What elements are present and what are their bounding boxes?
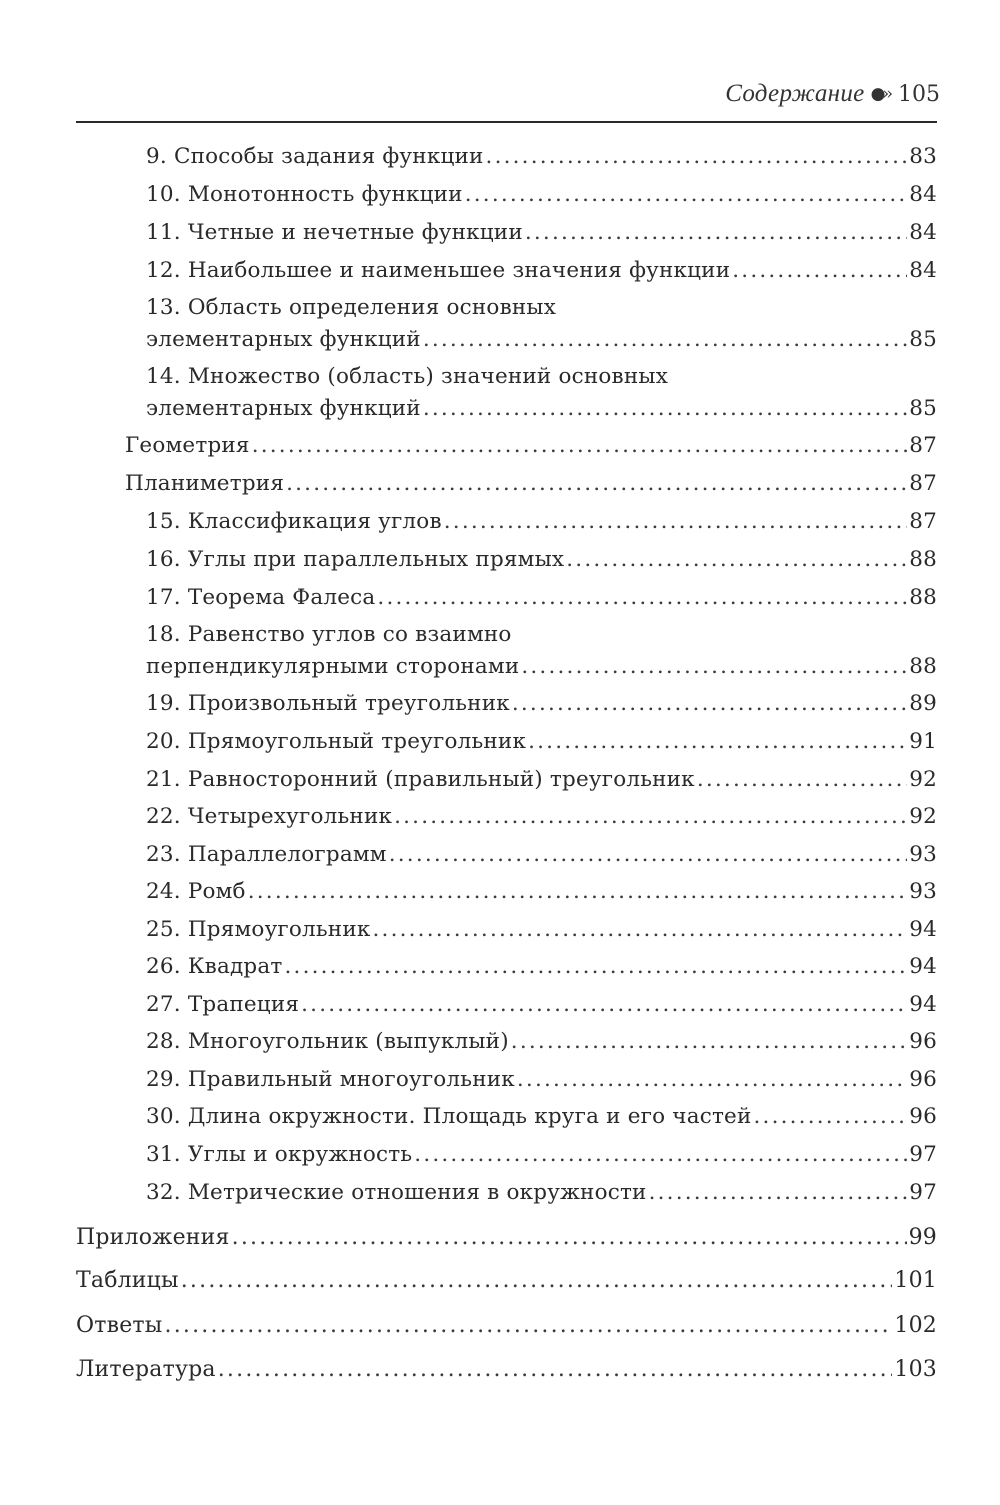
- dot-leader: [373, 915, 908, 945]
- dot-leader: [511, 1027, 907, 1057]
- toc-entry-label-continued: элементарных функций: [146, 327, 421, 352]
- toc-entry-31[interactable]: [146, 1140, 937, 1170]
- dot-leader: [444, 507, 907, 537]
- toc-entry-label: 17. Теорема Фалеса: [146, 585, 376, 610]
- dot-leader: [252, 431, 908, 461]
- page-number: 105: [898, 82, 940, 107]
- toc-entry-page: 84: [909, 258, 937, 283]
- toc-entry-label: 20. Прямоугольный треугольник: [146, 729, 527, 754]
- toc-entry-page: 87: [909, 471, 937, 496]
- toc-entry-tables[interactable]: [76, 1266, 937, 1296]
- toc-entry-label: 24. Ромб: [146, 879, 246, 904]
- dot-leader: [248, 877, 908, 907]
- toc-entry-label: 18. Равенство углов со взаимно: [146, 622, 512, 647]
- toc-entry-label: 14. Множество (область) значений основных: [146, 364, 669, 389]
- toc-entry-16[interactable]: [146, 545, 937, 575]
- toc-entry-page: 97: [909, 1180, 937, 1205]
- dot-leader: [649, 1178, 908, 1208]
- toc-entry-17[interactable]: [146, 583, 937, 613]
- toc-entry-label: 10. Монотонность функции: [146, 182, 463, 207]
- dot-leader: [301, 990, 907, 1020]
- toc-entry-label: 15. Классификация углов: [146, 509, 442, 534]
- toc-entry-label: 13. Область определения основных: [146, 295, 557, 320]
- toc-entry-page: 94: [909, 917, 937, 942]
- toc-entry-13-line-1[interactable]: [146, 293, 937, 323]
- toc-entry-label: Геометрия: [125, 433, 250, 458]
- toc-entry-planimetry[interactable]: [125, 469, 937, 499]
- toc-entry-18-line-2[interactable]: [146, 652, 937, 682]
- toc-entry-page: 87: [909, 433, 937, 458]
- toc-entry-page: 94: [909, 954, 937, 979]
- toc-entry-page: 99: [908, 1225, 937, 1250]
- toc-entry-19[interactable]: [146, 689, 937, 719]
- toc-entry-geometry[interactable]: [125, 431, 937, 461]
- toc-entry-page: 102: [894, 1313, 937, 1338]
- toc-entry-page: 89: [909, 691, 937, 716]
- toc-entry-page: 87: [909, 509, 937, 534]
- dot-leader: [181, 1266, 893, 1296]
- toc-entry-label: 12. Наибольшее и наименьшее значения функции: [146, 258, 731, 283]
- toc-entry-page: 85: [909, 396, 937, 421]
- toc-entry-12[interactable]: [146, 256, 937, 286]
- dot-leader: [218, 1355, 893, 1385]
- dot-leader: [232, 1223, 907, 1253]
- toc-entry-page: 88: [909, 654, 937, 679]
- toc-entry-label: 31. Углы и окружность: [146, 1142, 413, 1167]
- toc-entry-label: 28. Многоугольник (выпуклый): [146, 1029, 509, 1054]
- toc-entry-label: Таблицы: [76, 1268, 179, 1293]
- dot-leader: [566, 545, 907, 575]
- toc-entry-label: Приложения: [76, 1225, 230, 1250]
- toc-entry-label: 19. Произвольный треугольник: [146, 691, 510, 716]
- toc-entry-page: 85: [909, 327, 937, 352]
- toc-entry-30[interactable]: [146, 1102, 937, 1132]
- dot-leader: [732, 256, 907, 286]
- toc-entry-label: 23. Параллелограмм: [146, 842, 387, 867]
- toc-entry-page: 88: [909, 585, 937, 610]
- toc-entry-14-line-1[interactable]: [146, 362, 937, 392]
- toc-entry-20[interactable]: [146, 727, 937, 757]
- toc-entry-label: 27. Трапеция: [146, 992, 300, 1017]
- dot-leader: [285, 952, 908, 982]
- toc-entry-literature[interactable]: [76, 1355, 937, 1385]
- header-ornament-icon: ●››: [870, 84, 890, 104]
- dot-leader: [423, 394, 907, 424]
- toc-entry-21[interactable]: [146, 765, 937, 795]
- toc-entry-26[interactable]: [146, 952, 937, 982]
- dot-leader: [512, 689, 907, 719]
- toc-entry-10[interactable]: [146, 180, 937, 210]
- toc-entry-label-continued: элементарных функций: [146, 396, 421, 421]
- toc-entry-27[interactable]: [146, 990, 937, 1020]
- toc-entry-15[interactable]: [146, 507, 937, 537]
- toc-entry-label: 29. Правильный многоугольник: [146, 1067, 515, 1092]
- toc-entry-label: Планиметрия: [125, 471, 285, 496]
- toc-entry-18-line-1[interactable]: [146, 620, 937, 650]
- dot-leader: [465, 180, 908, 210]
- dot-leader: [486, 142, 908, 172]
- toc-entry-32[interactable]: [146, 1178, 937, 1208]
- dot-leader: [389, 840, 908, 870]
- toc-entry-page: 103: [894, 1357, 937, 1382]
- toc-entry-28[interactable]: [146, 1027, 937, 1057]
- dot-leader: [528, 727, 907, 757]
- dot-leader: [165, 1311, 893, 1341]
- dot-leader: [394, 802, 907, 832]
- toc-entry-page: 93: [909, 879, 937, 904]
- toc-entry-label: Ответы: [76, 1313, 163, 1338]
- toc-entry-page: 92: [909, 767, 937, 792]
- toc-entry-page: 83: [909, 144, 937, 169]
- toc-entry-11[interactable]: [146, 218, 937, 248]
- toc-entry-page: 84: [909, 182, 937, 207]
- toc-entry-label-continued: перпендикулярными сторонами: [146, 654, 520, 679]
- toc-entry-9[interactable]: [146, 142, 937, 172]
- dot-leader: [286, 469, 907, 499]
- toc-entry-label: 22. Четырехугольник: [146, 804, 393, 829]
- toc-entry-page: 92: [909, 804, 937, 829]
- dot-leader: [423, 325, 907, 355]
- toc-entry-label: 30. Длина окружности. Площадь круга и его частей: [146, 1104, 752, 1129]
- toc-entry-13-line-2[interactable]: [146, 325, 937, 355]
- dot-leader: [377, 583, 907, 613]
- toc-entry-answers[interactable]: [76, 1311, 937, 1341]
- toc-entry-label: 25. Прямоугольник: [146, 917, 371, 942]
- toc-entry-25[interactable]: [146, 915, 937, 945]
- toc-entry-23[interactable]: [146, 840, 937, 870]
- toc-entry-label: Литература: [76, 1357, 216, 1382]
- toc-entry-page: 84: [909, 220, 937, 245]
- toc-entry-29[interactable]: [146, 1065, 937, 1095]
- toc-entry-label: 16. Углы при параллельных прямых: [146, 547, 565, 572]
- toc-entry-label: 11. Четные и нечетные функции: [146, 220, 523, 245]
- toc-entry-page: 97: [909, 1142, 937, 1167]
- dot-leader: [414, 1140, 907, 1170]
- toc-entry-22[interactable]: [146, 802, 937, 832]
- toc-entry-page: 88: [909, 547, 937, 572]
- dot-leader: [754, 1102, 908, 1132]
- toc-entry-label: 9. Способы задания функции: [146, 144, 484, 169]
- toc-entry-page: 93: [909, 842, 937, 867]
- toc-entry-page: 96: [909, 1104, 937, 1129]
- toc-entry-page: 91: [909, 729, 937, 754]
- dot-leader: [517, 1065, 907, 1095]
- toc-entry-label: 26. Квадрат: [146, 954, 283, 979]
- dot-leader: [697, 765, 907, 795]
- toc-entry-page: 94: [909, 992, 937, 1017]
- dot-leader: [525, 218, 907, 248]
- running-header-title: Содержание: [725, 80, 865, 107]
- toc-entry-14-line-2[interactable]: [146, 394, 937, 424]
- toc-entry-appendices[interactable]: [76, 1223, 937, 1253]
- toc-entry-label: 21. Равносторонний (правильный) треугольник: [146, 767, 695, 792]
- toc-entry-page: 101: [894, 1268, 937, 1293]
- toc-entry-label: 32. Метрические отношения в окружности: [146, 1180, 647, 1205]
- toc-entry-page: 96: [909, 1067, 937, 1092]
- toc-entry-page: 96: [909, 1029, 937, 1054]
- toc-entry-24[interactable]: [146, 877, 937, 907]
- dot-leader: [521, 652, 907, 682]
